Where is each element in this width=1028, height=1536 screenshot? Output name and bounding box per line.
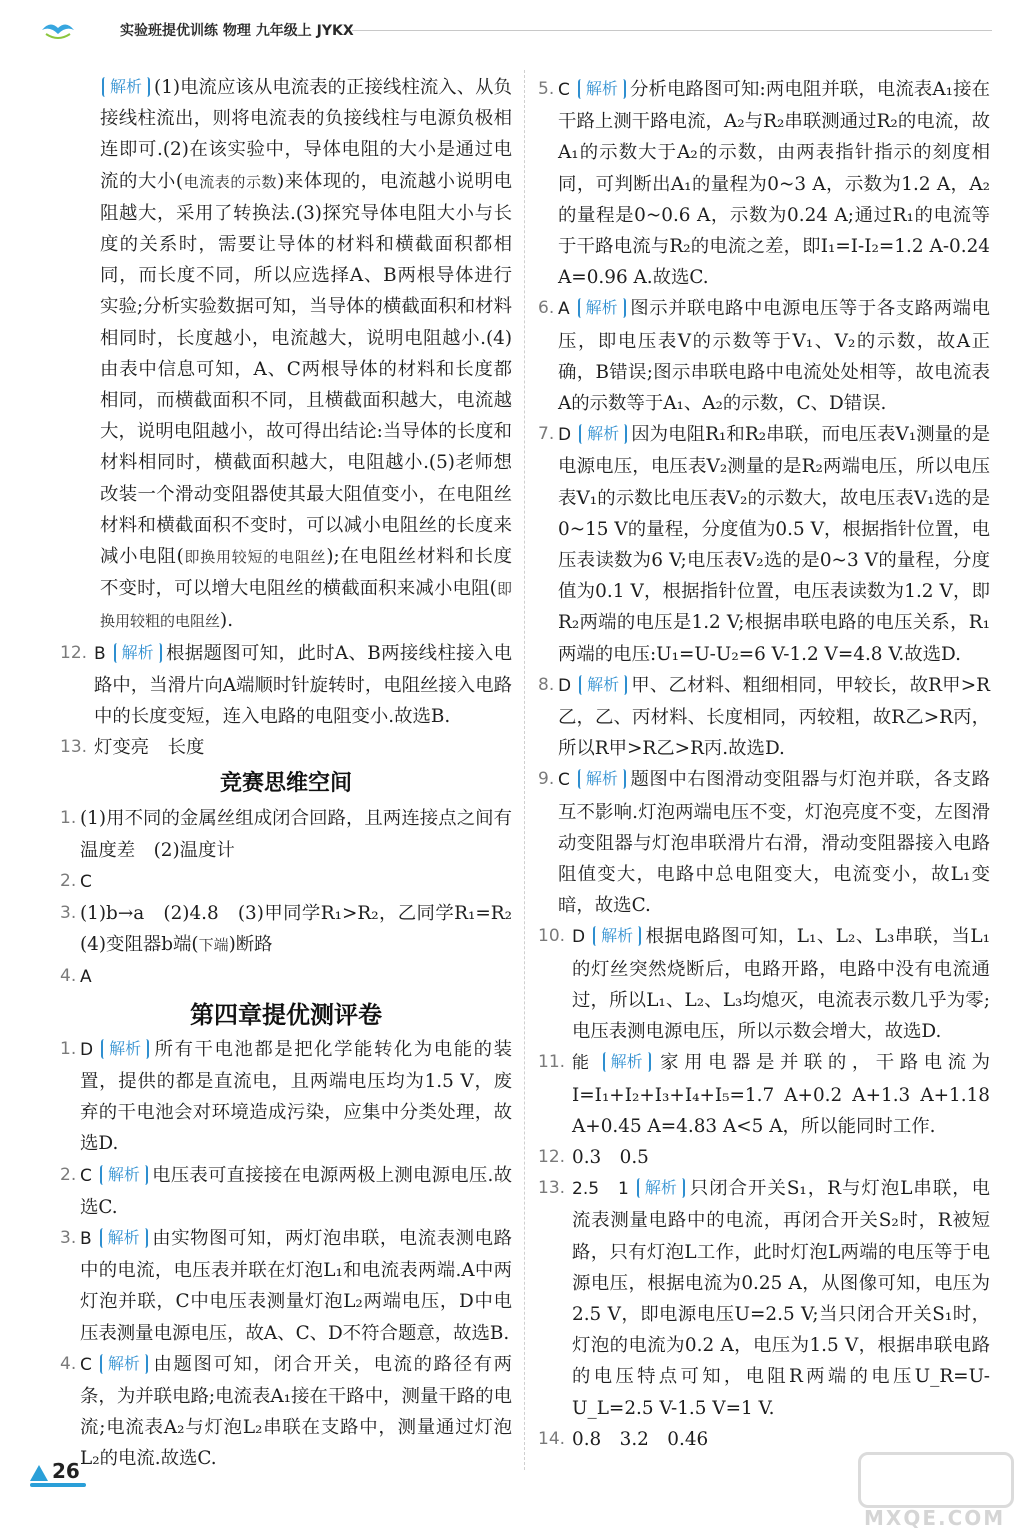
competition-item-1: 1. (1)用不同的金属丝组成闭合回路，且两连接点之间有温度差 (2)温度计 [60,803,512,865]
item-number: 4. [60,966,77,987]
item-number: 11. [538,1052,566,1073]
section-title-competition: 竞赛思维空间 [219,771,352,797]
jiexi-label: 解析 [578,769,626,789]
left-column [60,72,531,1475]
jiexi-label: 解析 [578,79,626,99]
item-number: 8. [538,674,555,695]
test-item-14: 14. 0.8 3.2 0.46 [538,1424,990,1455]
jiexi-label: 解析 [637,1178,685,1198]
jiexi-label: 解析 [593,926,641,946]
competition-item-4: 4. A [60,961,512,993]
item-number: 1. [60,1038,77,1059]
jiexi-label: 解析 [578,298,626,318]
jiexi-label: 解析 [101,1039,149,1059]
page-header [40,14,990,48]
column-divider [524,70,525,1470]
book-logo-icon [40,18,76,42]
test-item-12: 12. 0.3 0.5 [538,1142,990,1173]
answer-item-12: 12. B 解析 根据题图可知，此时A、B两接线柱接入电路中，当滑片向A端顺时针旋转时，电阻丝接入电路中的长度变短，连入电路的电阻变小.故选B. [60,638,512,733]
item-number: 13. [60,737,88,758]
jiexi-label: 解析 [100,1354,148,1374]
item-number: 12. [538,1146,566,1167]
test-item-9: 9. C 解析 题图中右图滑动变阻器与灯泡并联，各支路互不影响.灯泡两端电压不变，灯泡亮度不变，左图滑动变阻器与灯泡串联滑片右滑，滑动变阻器接入电路阻值变大，电路中总电阻变大，电流变小，故L₁变暗，故选C. [538,764,990,921]
page-number-badge [30,1459,90,1489]
test-item-13: 13. 2.5 1 解析 只闭合开关S₁，R与灯泡L串联，电流表测量电路中的电流，再闭合开关S₂时，R被短路，只有灯泡L工作，此时灯泡L两端的电压等于电源电压，根据电流为0.25 A，从图像可知，电压为2.5 V，即电源电压U=2.5 V;当只闭合开关S₁时，灯泡的电流为0.2 A，电压为1.5 V，根据串联电路的电压特点可知，电阻R两端的电压U_R=U-U_L=2.5 V-1.5 V=1 V. [538,1173,990,1424]
header-title: 实验班提优训练 物理 九年级上 JYKX [120,23,354,39]
item-number: 4. [60,1353,77,1374]
jiexi-label: 解析 [100,1165,148,1185]
item-number: 2. [60,870,77,891]
test-item-2: 2. C 解析 电压表可直接接在电源两极上测电源电压.故选C. [60,1160,512,1223]
test-item-6: 6. A 解析 图示并联电路中电源电压等于各支路两端电压，即电压表V的示数等于V₁、V₂的示数，故A正确，B错误;图示串联电路中电流处处相等，故电流表A的示数等于A₁、A₂的示数，C、D错误. [538,293,990,419]
right-column [538,74,990,1455]
jiexi-label: 解析 [579,675,627,695]
item-number: 3. [60,1227,77,1248]
header-rule [352,30,992,31]
test-item-4: 4. C 解析 由题图可知，闭合开关，电流的路径有两条，为并联电路;电流表A₁接在干路中，测量干路的电流;电流表A₂与灯泡L₂串联在支路中，测量通过灯泡L₂的电流.故选C. [60,1349,512,1475]
jiexi-label: 解析 [102,77,150,97]
jiexi-label: 解析 [114,643,162,663]
test-item-5: 5. C 解析 分析电路图可知:两电阻并联，电流表A₁接在干路上测干路电流，A₂与R₂串联测通过R₂的电流，故A₁的示数大于A₂的示数，由两表指针指示的刻度相同，可判断出A₁的量程为0~3 A，示数为1.2 A，A₂的量程是0~0.6 A，示数为0.24 A;通过R₁的电流等于干路电流与R₂的电流之差，即I₁=I-I₂=1.2 A-0.24 A=0.96 A.故选C. [538,74,990,293]
competition-item-3: 3. (1)b→a (2)4.8 (3)甲同学R₁>R₂，乙同学R₁=R₂ (4)变阻器b端(下端)断路 [60,898,512,961]
watermark [858,1452,1018,1532]
item-number: 2. [60,1164,77,1185]
item-number: 9. [538,769,555,790]
test-item-3: 3. B 解析 由实物图可知，两灯泡串联，电流表测电路中的电流，电压表并联在灯泡L₁和电流表两端.A中两灯泡并联，C中电压表测量灯泡L₂两端电压，D中电压表测量电源电压，故A、C、D不符合题意，故选B. [60,1223,512,1349]
item-number: 12. [60,642,88,663]
test-item-1: 1. D 解析 所有干电池都是把化学能转化为电能的装置，提供的都是直流电，且两端电压均为1.5 V，废弃的干电池会对环境造成污染，应集中分类处理，故选D. [60,1034,512,1160]
watermark-text: MXQE.COM [864,1506,1006,1530]
item-number: 1. [60,808,77,829]
competition-item-2: 2. C [60,866,512,898]
answer-item-11: 解析 (1)电流应该从电流表的正接线柱流入、从负接线柱流出，则将电流表的负接线柱与电源负极相连即可.(2)在该实验中，导体电阻的大小是通过电流的大小(电流表的示数)来体现的，电流越小说明电阻越大，采用了转换法.(3)探究导体电阻大小与长度的关系时，需要让导体的材料和横截面积都相同，而长度不同，所以应选择A、B两根导体进行实验;分析实验数据可知，当导体的横截面积和材料相同时，长度越小，电流越大，说明电阻越小.(4)由表中信息可知，A、C两根导体的材料和长度都相同，而横截面积不同，且横截面积越大，电流越大，说明电阻越小，故可得出结论:当导体的长度和材料相同时，横截面积越大，电阻越小.(5)老师想改装一个滑动变阻器使其最大阻值变小，在电阻丝材料和横截面积不变时，可以减小电阻丝的长度来减小电阻(即换用较短的电阻丝);在电阻丝材料和长度不变时，可以增大电阻丝的横截面积来减小电阻(即换用较粗的电阻丝). [100,77,512,632]
test-item-11: 11. 能 解析 家用电器是并联的，干路电流为I=I₁+I₂+I₃+I₄+I₅=1.7 A+0.2 A+1.3 A+1.18 A+0.45 A=4.83 A<5 A，所以能同时工作. [538,1047,990,1142]
jiexi-label: 解析 [579,424,627,444]
item-number: 5. [538,79,555,99]
test-item-8: 8. D 解析 甲、乙材料、粗细相同，甲较长，故R甲>R乙，乙、丙材料、长度相同，丙较粗，故R乙>R丙，所以R甲>R乙>R丙.故选D. [538,670,990,765]
page-marker-bar [30,1483,86,1487]
item-number: 3. [60,903,77,924]
jiexi-label: 解析 [603,1052,651,1072]
answer-item-13: 13. 灯变亮 长度 [60,732,512,763]
item-number: 10. [538,926,566,947]
item-number: 14. [538,1428,566,1449]
item-number: 6. [538,298,555,319]
test-item-7: 7. D 解析 因为电阻R₁和R₂串联，而电压表V₁测量的是电源电压，电压表V₂测量的是R₂两端电压，所以电压表V₁的示数比电压表V₂的示数大，故电压表V₁选的是0~15 V的量程，分度值为0.5 V，根据指针位置，电压表读数为6 V;电压表V₂选的是0~3 V的量程，分度值为0.1 V，根据指针位置，电压表读数为1.2 V，即R₂两端的电压是1.2 V;根据串联电路的电压关系，R₁两端的电压:U₁=U-U₂=6 V-1.2 V=4.8 V.故选D. [538,419,990,670]
page-number: 26 [52,1459,80,1483]
item-number: 7. [538,424,555,445]
page-marker-icon [30,1465,48,1481]
jiexi-label: 解析 [100,1228,148,1248]
watermark-logo-icon [858,1452,1014,1508]
section-title-chapter4: 第四章提优测评卷 [190,1000,382,1029]
item-number: 13. [538,1178,566,1199]
answer-choice: B [94,643,106,664]
test-item-10: 10. D 解析 根据电路图可知，L₁、L₂、L₃串联，当L₁的灯丝突然烧断后，电路开路，电路中没有电流通过，所以L₁、L₂、L₃均熄灭，电流表示数几乎为零;电压表测电源电压，所以示数会增大，故选D. [538,921,990,1047]
